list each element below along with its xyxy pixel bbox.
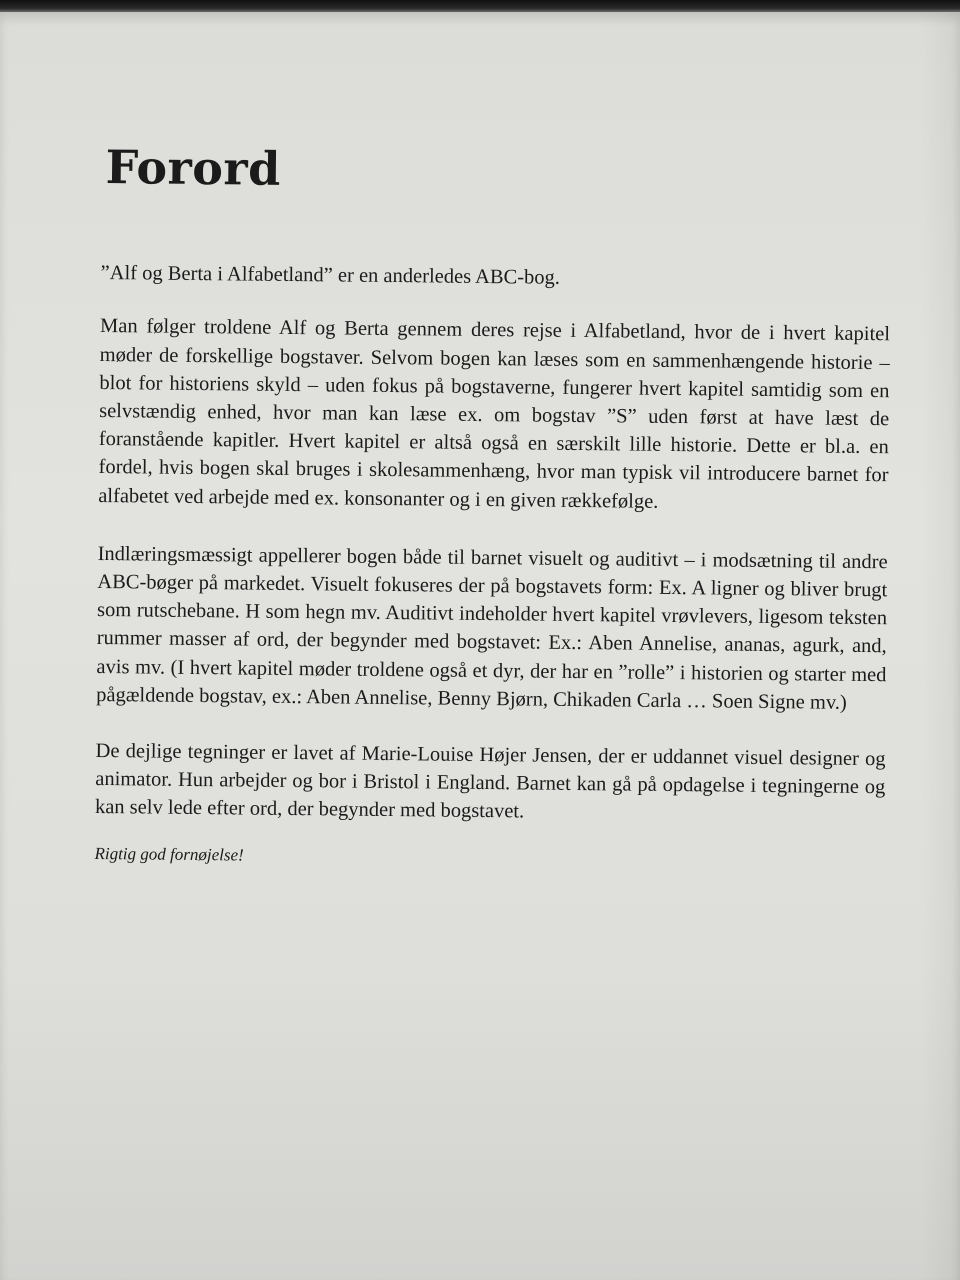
body-paragraph-1: Man følger troldene Alf og Berta gennem deres rejse i Alfabetland, hvor de i hvert kapitel møder de forskellige bogstaver. Selvom bogen kan læses som en sammenhængende historie – blot for historiens skyld – uden fokus på bogstaverne, fungerer hvert kapitel samtidig som en selvstændig enhed, hvor man kan læse ex. om bogstav ”S” uden først at have læst de foranstående kapitler. Hvert kapitel er altså også en særskilt lille historie. Dette er bl.a. en fordel, hvis bogen skal bruges i skolesammenhæng, hvor man typisk vil introducere barnet for alfabetet ved arbejde med ex. konsonanter og i en given rækkefølge. <box>98 315 891 513</box>
page-title: Forord <box>105 140 282 196</box>
page-shading <box>920 12 960 1280</box>
body-paragraph-3: De dejlige tegninger er lavet af Marie-Louise Højer Jensen, der er uddannet visuel designer og animator. Hun arbejder og bor i Bristol i England. Barnet kan gå på opdagelse i tegningerne og kan selv lede efter ord, der begynder med bogstavet. <box>94 739 886 823</box>
closing-line: Rigtig god fornøjelse! <box>94 843 244 865</box>
body-paragraph-2: Indlæringsmæssigt appellerer bogen både til barnet visuelt og auditivt – i modsætning til andre ABC-bøger på markedet. Visuelt fokuseres der på bogstavets form: Ex. A ligner og bliver brugt som rutschebane. H som hegn mv. Auditivt indeholder hvert kapitel vrøvlevers, ligesom teksten rummer masser af ord, der begynder med bogstavet: Ex.: Aben Annelise, ananas, agurk, and, avis mv. (I hvert kapitel møder troldene også et dyr, der har en ”rolle” i historien og starter med pågældende bogstav, ex.: Aben Annelise, Benny Bjørn, Chikaden Carla … Soen Signe mv.) <box>96 542 888 714</box>
page-text-block <box>94 140 892 876</box>
intro-paragraph: ”Alf og Berta i Alfabetland” er en anderledes ABC-bog. <box>100 262 561 289</box>
